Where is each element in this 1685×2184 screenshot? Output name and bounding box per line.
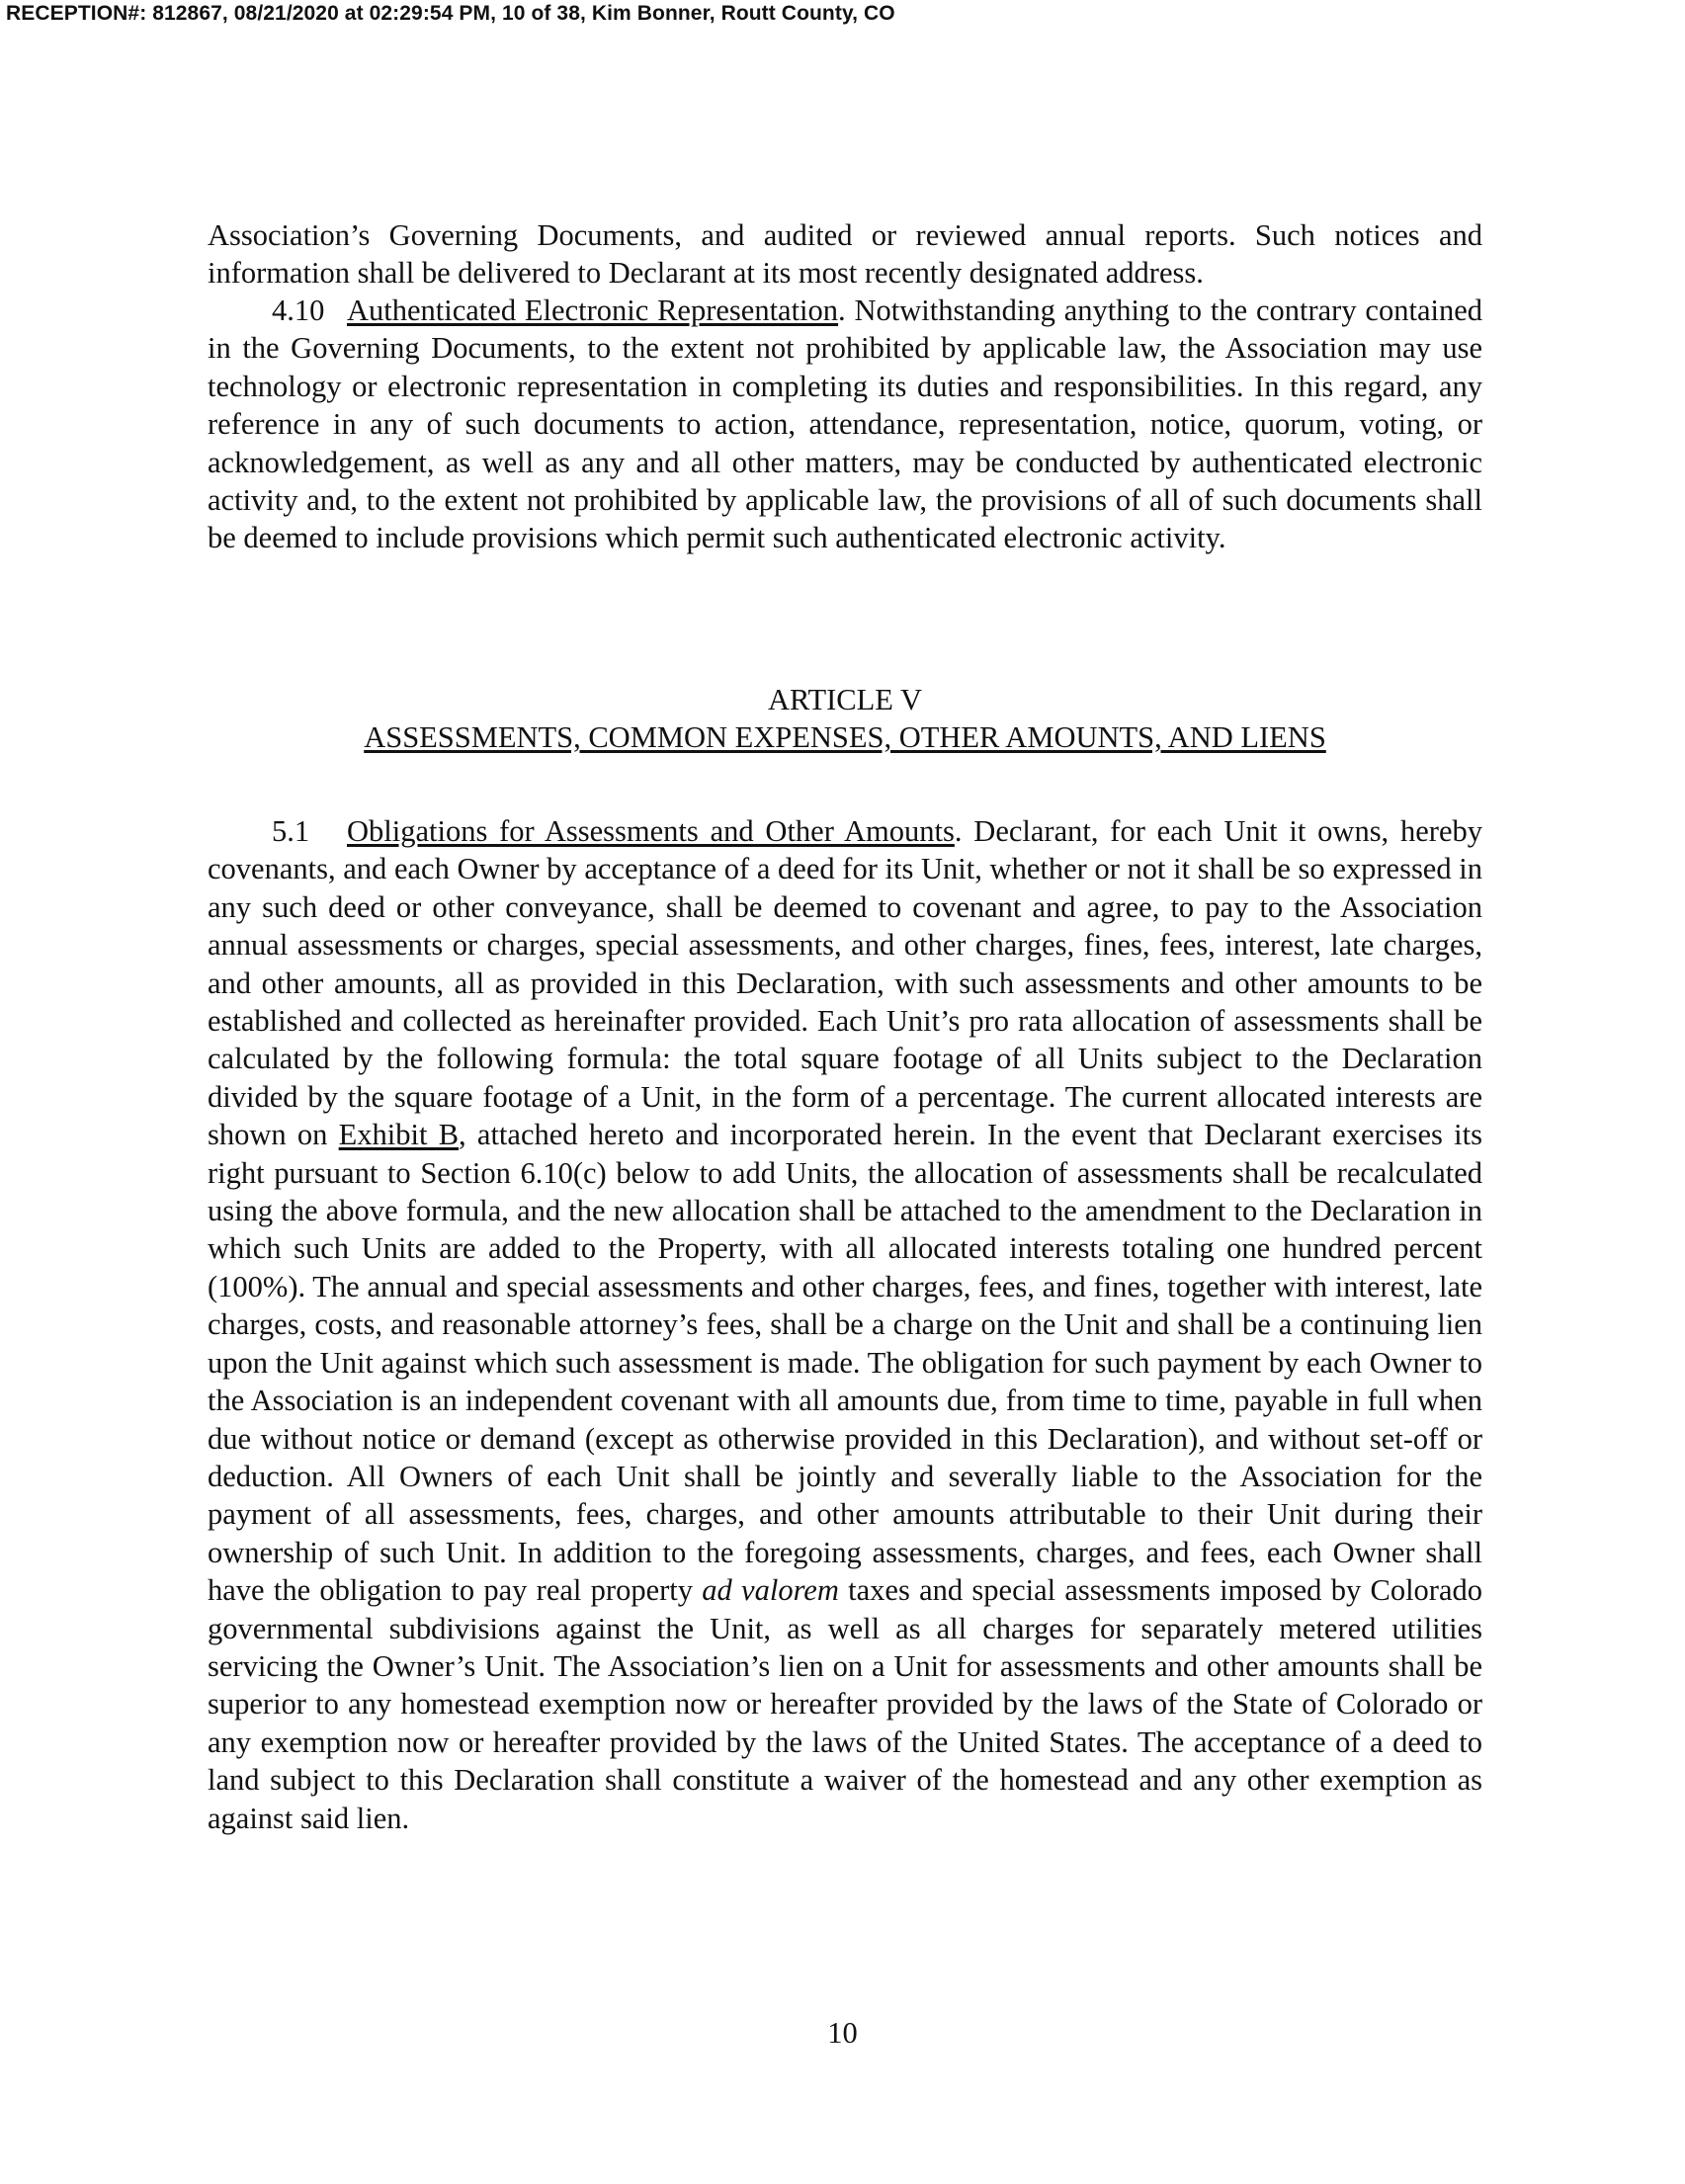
section-4-10-paragraph (208, 292, 1482, 557)
section-5-1-body-2: , attached hereto and incorporated herein. In the event that Declarant exercises its right pursuant to Section 6.10(c) below to add Units, the allocation of assessments shall be recalculated using the above formula, and the new allocation shall be attached to the amendment to the Declaration in which such Units are added to the Property, with all allocated interests totaling one hundred percent (100%). The annual and special assessments and other charges, fees, and fines, together with interest, late charges, costs, and reasonable attorney’s fees, shall be a charge on the Unit and shall be a continuing lien upon the Unit against which such assessment is made. The obligation for such payment by each Owner to the Association is an independent covenant with all amounts due, from time to time, payable in full when due without notice or demand (except as otherwise provided in this Declaration), and without set-off or deduction. All Owners of each Unit shall be jointly and severally liable to the Association for the payment of all assessments, fees, charges, and other amounts attributable to their Unit during their ownership of such Unit. In addition to the foregoing assessments, charges, and fees, each Owner shall have the obligation to pay real property (208, 1118, 1482, 1608)
section-5-1-heading: Obligations for Assessments and Other Amounts (347, 814, 955, 848)
article-number: ARTICLE V (767, 683, 923, 716)
page-number: 10 (827, 2016, 858, 2050)
continued-paragraph: Association’s Governing Documents, and audited or reviewed annual reports. Such notices and information shall be delivered to Declarant at its most recently designated address. (208, 218, 1482, 291)
ad-valorem-term: ad valorem (702, 1573, 839, 1608)
section-4-10-heading: Authenticated Electronic Representation (347, 294, 839, 327)
section-5-1-body-1: . Declarant, for each Unit it owns, hereby covenants, and each Owner by acceptance of a deed for its Unit, whether or not it shall be so expressed in any such deed or other conveyance, shall be deemed to covenant and agree, to pay to the Association annual assessments or charges, special assessments, and other charges, fines, fees, interest, late charges, and other amounts, all as provided in this Declaration, with such assessments and other amounts to be established and collected as hereinafter provided. Each Unit’s pro rata allocation of assessments shall be calculated by the following formula: the total square footage of all Units subject to the Declaration divided by the square footage of a Unit, in the form of a percentage. The current allocated interests are shown on (208, 814, 1482, 1152)
section-5-1-paragraph (208, 812, 1482, 1837)
recording-stamp: RECEPTION#: 812867, 08/21/2020 at 02:29:54 PM, 10 of 38, Kim Bonner, Routt County, CO (6, 2, 895, 25)
section-5-1-number: 5.1 (272, 814, 310, 848)
article-title: ASSESSMENTS, COMMON EXPENSES, OTHER AMOUNTS, AND LIENS (364, 720, 1326, 755)
section-5-1-body-3: taxes and special assessments imposed by Colorado governmental subdivisions against the Unit, as well as all charges for separately metered utilities servicing the Owner’s Unit. The Association’s lien on a Unit for assessments and other amounts shall be superior to any homestead exemption now or hereafter provided by the laws of the State of Colorado or any exemption now or hereafter provided by the laws of the United States. The acceptance of a deed to land subject to this Declaration shall constitute a waiver of the homestead and any other exemption as against said lien. (208, 1573, 1482, 1835)
section-4-10-body: . Notwithstanding anything to the contrary contained in the Governing Documents, to the extent not prohibited by applicable law, the Association may use technology or electronic representation in completing its duties and responsibilities. In this regard, any reference in any of such documents to action, attendance, representation, notice, quorum, voting, or acknowledgement, as well as any and all other matters, may be conducted by authenticated electronic activity and, to the extent not prohibited by applicable law, the provisions of all of such documents shall be deemed to include provisions which permit such authenticated electronic activity. (208, 294, 1482, 555)
section-4-10-number: 4.10 (272, 294, 325, 327)
exhibit-b-reference: Exhibit B (338, 1118, 460, 1152)
article-heading (208, 681, 1482, 757)
